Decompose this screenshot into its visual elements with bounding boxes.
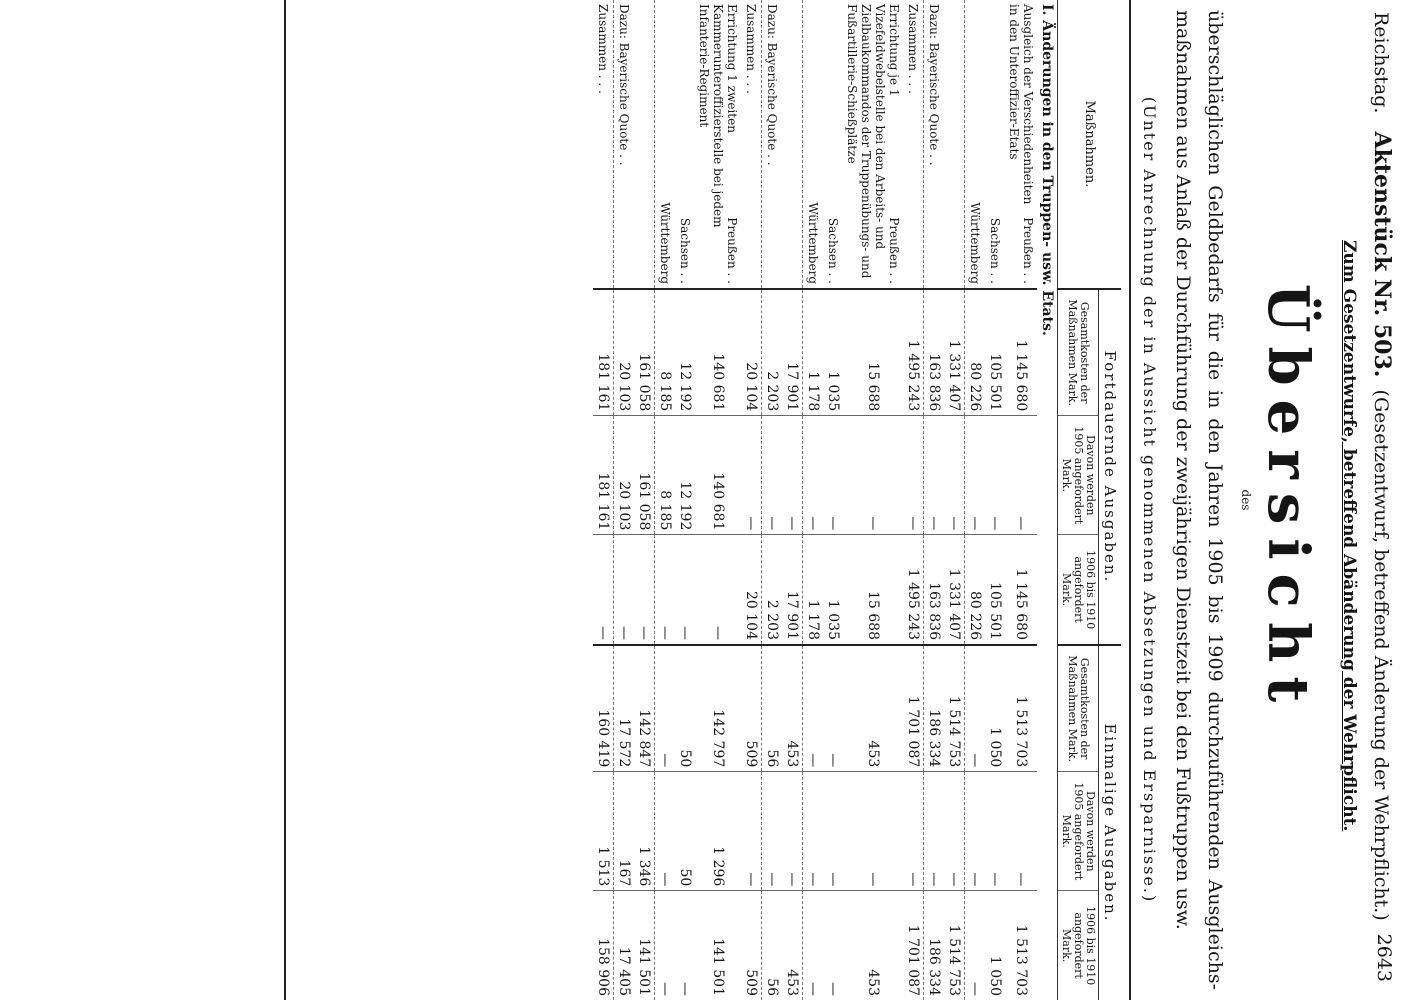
row-value-4: 1 514 753 <box>944 645 965 772</box>
row-value-6: 141 501 <box>695 891 741 1000</box>
row-value-3: 1 178 <box>803 535 824 645</box>
row-value-4: — <box>823 645 843 772</box>
row-desc-text: Dazu: Bayerische Quote . . <box>765 4 779 166</box>
row-value-1: 1 145 680 <box>1005 289 1037 416</box>
main-title: Übersicht <box>1255 283 1321 717</box>
row-value-5: 1 296 <box>695 772 741 891</box>
row-value-5: 1 513 <box>593 772 614 891</box>
table-row <box>762 0 783 1000</box>
row-value-4: 1 701 087 <box>903 645 924 772</box>
row-value-2: 12 192 <box>675 416 695 535</box>
row-value-6: — <box>823 891 843 1000</box>
row-value-3: 1 035 <box>823 535 843 645</box>
row-value-2: — <box>1005 416 1037 535</box>
row-desc-text: Errichtung je 1 Vizefeldwebelstelle bei den Arbeits- und Zielbaukommandos der Truppenübungs- und Fußartillerie-Schießplätze <box>845 4 901 279</box>
row-value-2: — <box>803 416 824 535</box>
table-row <box>655 0 676 1000</box>
row-description <box>741 0 762 289</box>
row-value-1: 105 501 <box>985 289 1005 416</box>
row-value-1: 20 103 <box>614 289 635 416</box>
row-value-5: — <box>762 772 783 891</box>
row-value-2: — <box>965 416 986 535</box>
row-description <box>655 0 676 289</box>
row-description <box>762 0 783 289</box>
table-top-rule <box>1129 0 1131 1000</box>
row-value-4: 160 419 <box>593 645 614 772</box>
row-value-1: 20 104 <box>741 289 762 416</box>
row-value-2: — <box>944 416 965 535</box>
row-description <box>903 0 924 289</box>
row-value-1: 1 035 <box>823 289 843 416</box>
row-value-2: 8 185 <box>655 416 676 535</box>
row-value-6: 158 906 <box>593 891 614 1000</box>
row-description <box>843 0 903 289</box>
table-row <box>614 0 635 1000</box>
row-value-4: 50 <box>675 645 695 772</box>
row-value-2: — <box>924 416 945 535</box>
row-state: Sachsen . . <box>678 217 692 284</box>
row-value-1: 12 192 <box>675 289 695 416</box>
row-value-1: 1 331 407 <box>944 289 965 416</box>
table-row <box>741 0 762 1000</box>
row-description <box>782 0 803 289</box>
table-row <box>965 0 986 1000</box>
row-value-4: 1 050 <box>985 645 1005 772</box>
row-value-2: — <box>741 416 762 535</box>
row-value-4: 17 572 <box>614 645 635 772</box>
row-value-5: — <box>1005 772 1037 891</box>
row-value-4: 142 847 <box>634 645 655 772</box>
row-value-3: — <box>695 535 741 645</box>
row-desc-text: Zusammen . . . <box>906 4 920 94</box>
row-state: Württemberg <box>658 202 672 284</box>
row-value-3: 80 226 <box>965 535 986 645</box>
row-value-1: 15 688 <box>843 289 903 416</box>
row-value-6: 141 501 <box>634 891 655 1000</box>
table-row <box>985 0 1005 1000</box>
subtitle: Zum Gesetzentwurfe, betreffend Abänderung der Wehrpflicht. <box>1339 240 1359 832</box>
page-number: 2643 <box>1373 933 1395 982</box>
row-value-6: 1 701 087 <box>903 891 924 1000</box>
row-value-4: — <box>965 645 986 772</box>
row-value-2: 140 681 <box>695 416 741 535</box>
row-value-2: — <box>903 416 924 535</box>
row-value-6: 509 <box>741 891 762 1000</box>
row-state: Preußen . . <box>725 217 739 284</box>
row-value-1: 1 495 243 <box>903 289 924 416</box>
row-value-4: 186 334 <box>924 645 945 772</box>
table-row <box>903 0 924 1000</box>
row-state: Württemberg <box>806 202 820 284</box>
row-value-3: 163 836 <box>924 535 945 645</box>
section-title: I. Änderungen in den Truppen- usw. Etats. <box>1039 4 1055 336</box>
row-description <box>634 0 655 289</box>
grp-einmalig: Einmalige Ausgaben. <box>1099 645 1122 1000</box>
row-state: Preußen . . <box>887 217 901 284</box>
row-value-5: — <box>823 772 843 891</box>
row-value-3: 15 688 <box>843 535 903 645</box>
row-description <box>944 0 965 289</box>
row-value-6: 1 050 <box>985 891 1005 1000</box>
row-value-6: — <box>675 891 695 1000</box>
row-value-1: 80 226 <box>965 289 986 416</box>
table-row <box>782 0 803 1000</box>
row-desc-text: Errichtung 1 zweiten Kammerunteroffizierstelle bei jedem Infanterie-Regiment <box>697 4 739 228</box>
row-value-3: 1 145 680 <box>1005 535 1037 645</box>
row-value-3: 105 501 <box>985 535 1005 645</box>
row-description <box>695 0 741 289</box>
table-row <box>924 0 945 1000</box>
table-row <box>593 0 614 1000</box>
row-value-5: — <box>965 772 986 891</box>
table-row <box>634 0 655 1000</box>
table-row <box>803 0 824 1000</box>
row-desc-text: Zusammen . . . <box>596 4 610 94</box>
row-value-6: 1 514 753 <box>944 891 965 1000</box>
row-value-3: — <box>614 535 635 645</box>
row-value-3: 17 901 <box>782 535 803 645</box>
row-description <box>675 0 695 289</box>
row-desc-text: Dazu: Bayerische Quote . . <box>927 4 941 166</box>
row-value-1: 8 185 <box>655 289 676 416</box>
row-value-3: 1 495 243 <box>903 535 924 645</box>
row-value-6: — <box>965 891 986 1000</box>
row-value-4: — <box>655 645 676 772</box>
data-table <box>593 0 1121 1000</box>
row-value-5: — <box>655 772 676 891</box>
row-value-5: — <box>985 772 1005 891</box>
col-1905-2: Davon werden 1905 angefordert Mark. <box>1058 772 1099 891</box>
header-paren: (Gesetzentwurf, betreffend Änderung der Wehrpflicht.) <box>1370 389 1392 921</box>
table-row <box>944 0 965 1000</box>
col-gesamt-1: Gesamtkosten der Maßnahmen Mark. <box>1058 289 1099 416</box>
col-1906-1: 1906 bis 1910 angefordert Mark. <box>1058 535 1099 645</box>
des-label: des <box>1239 489 1253 511</box>
row-value-3: — <box>675 535 695 645</box>
row-desc-text: Dazu: Bayerische Quote . . <box>617 4 631 166</box>
row-description <box>985 0 1005 289</box>
header-aktenstueck: Aktenstück Nr. 503. <box>1369 131 1395 378</box>
row-value-5: — <box>903 772 924 891</box>
row-value-5: — <box>924 772 945 891</box>
table-bottom-rule <box>284 0 286 1000</box>
row-description <box>803 0 824 289</box>
row-desc-text: Ausgleich der Verschiedenheiten in den Unteroffizier-Etats <box>1007 4 1035 205</box>
row-value-2: — <box>985 416 1005 535</box>
row-value-6: — <box>655 891 676 1000</box>
row-description <box>965 0 986 289</box>
row-value-2: 20 103 <box>614 416 635 535</box>
row-description <box>823 0 843 289</box>
row-value-6: 453 <box>843 891 903 1000</box>
row-value-3: — <box>593 535 614 645</box>
row-value-1: 163 836 <box>924 289 945 416</box>
row-value-5: — <box>843 772 903 891</box>
row-value-4: 142 797 <box>695 645 741 772</box>
row-value-6: 1 513 703 <box>1005 891 1037 1000</box>
page-header <box>1369 12 1399 982</box>
col-1906-2: 1906 bis 1910 angefordert Mark. <box>1058 891 1099 1000</box>
row-value-3: 1 331 407 <box>944 535 965 645</box>
header-reichstag: Reichstag. <box>1370 12 1392 114</box>
row-state: Sachsen . . <box>826 217 840 284</box>
row-description <box>1005 0 1037 289</box>
row-description <box>593 0 614 289</box>
row-value-1: 1 178 <box>803 289 824 416</box>
row-value-3: — <box>655 535 676 645</box>
row-value-6: 17 405 <box>614 891 635 1000</box>
grp-fortdauernd: Fortdauernde Ausgaben. <box>1099 289 1122 645</box>
row-value-1: 161 058 <box>634 289 655 416</box>
row-value-6: 453 <box>782 891 803 1000</box>
row-value-4: 56 <box>762 645 783 772</box>
row-value-5: 1 346 <box>634 772 655 891</box>
row-value-1: 2 203 <box>762 289 783 416</box>
header-left <box>1369 12 1395 921</box>
row-value-5: — <box>803 772 824 891</box>
row-value-2: 181 161 <box>593 416 614 535</box>
row-state: Sachsen . . <box>988 217 1002 284</box>
table-row <box>843 0 903 1000</box>
row-desc-text: Zusammen . . . <box>744 4 758 94</box>
note-text: (Unter Anrechnung der in Aussicht genommenen Absetzungen und Ersparnisse.) <box>1140 96 1159 904</box>
row-value-2: 161 058 <box>634 416 655 535</box>
col-massnahmen: Maßnahmen. <box>1058 0 1122 289</box>
row-value-4: 453 <box>843 645 903 772</box>
row-value-3: 20 104 <box>741 535 762 645</box>
row-value-5: — <box>741 772 762 891</box>
table-row <box>823 0 843 1000</box>
row-value-4: — <box>803 645 824 772</box>
row-value-4: 509 <box>741 645 762 772</box>
row-value-4: 453 <box>782 645 803 772</box>
row-value-3: 2 203 <box>762 535 783 645</box>
intro-text: überschläglichen Geldbedarfs für die in den Jahren 1905 bis 1909 durchzuführenden Ausgleichs- maßnahmen aus Anlaß der Durchführung der zweijährigen Dienstzeit bei den Fußtruppen usw. <box>1172 10 1226 990</box>
col-1905-1: Davon werden 1905 angefordert Mark. <box>1058 416 1099 535</box>
table-row <box>675 0 695 1000</box>
row-value-2: — <box>762 416 783 535</box>
table-row <box>695 0 741 1000</box>
row-value-1: 181 161 <box>593 289 614 416</box>
row-value-5: — <box>782 772 803 891</box>
col-gesamt-2: Gesamtkosten der Maßnahmen Mark. <box>1058 645 1099 772</box>
row-description <box>614 0 635 289</box>
row-value-5: — <box>944 772 965 891</box>
row-description <box>924 0 945 289</box>
row-value-1: 17 901 <box>782 289 803 416</box>
row-value-6: 56 <box>762 891 783 1000</box>
row-state: Württemberg <box>968 202 982 284</box>
row-value-6: 186 334 <box>924 891 945 1000</box>
row-value-5: 50 <box>675 772 695 891</box>
row-value-2: — <box>823 416 843 535</box>
row-value-2: — <box>843 416 903 535</box>
row-value-5: 167 <box>614 772 635 891</box>
row-value-2: — <box>782 416 803 535</box>
section-row <box>1037 0 1058 1000</box>
row-value-3: — <box>634 535 655 645</box>
row-value-6: — <box>803 891 824 1000</box>
row-state: Preußen . . <box>1021 217 1035 284</box>
row-value-1: 140 681 <box>695 289 741 416</box>
row-value-4: 1 513 703 <box>1005 645 1037 772</box>
table-row <box>1005 0 1037 1000</box>
